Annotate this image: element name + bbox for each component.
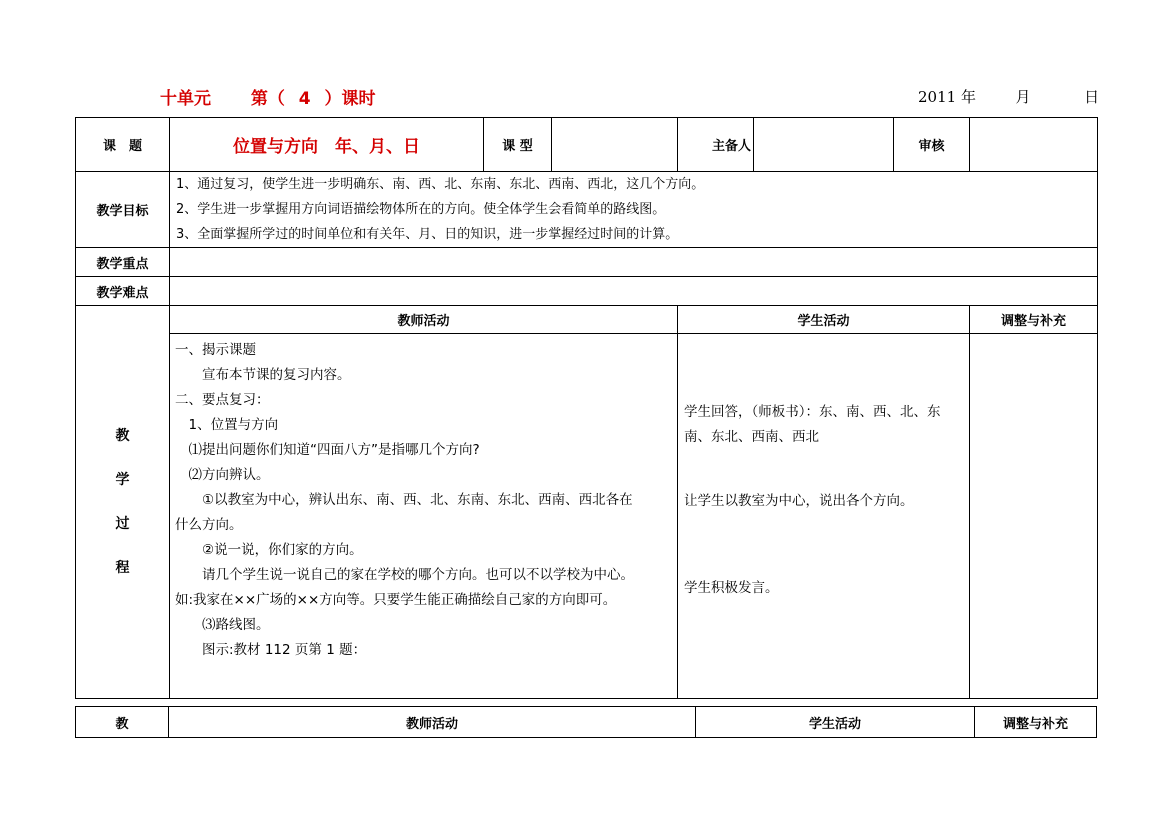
topic-label: 课 题 xyxy=(76,118,170,172)
process-char: 过 xyxy=(115,516,130,532)
teacher-line: ①以教室为中心，辨认出东、南、西、北、东南、东北、西南、西北各在 xyxy=(175,492,633,508)
teacher-activity-header: 教师活动 xyxy=(170,306,678,334)
process-label-continued: 教 xyxy=(76,707,169,738)
student-activity-header-2: 学生活动 xyxy=(696,707,975,738)
teacher-activity-header-2: 教师活动 xyxy=(169,707,696,738)
goals-label: 教学目标 xyxy=(76,172,170,248)
teacher-line: 一、揭示课题 xyxy=(175,342,256,358)
lesson-prefix: 第（ xyxy=(250,89,285,109)
goal-line: 2、学生进一步掌握用方向词语描绘物体所在的方向。使全体学生会看简单的路线图。 xyxy=(176,202,666,217)
day-label: 日 xyxy=(1084,88,1100,106)
teacher-line: 1、位置与方向 xyxy=(175,417,279,433)
review-label: 审核 xyxy=(894,118,970,172)
goals-cell xyxy=(170,172,1098,248)
teacher-line: 如:我家在××广场的××方向等。只要学生能正确描绘自己家的方向即可。 xyxy=(175,592,617,608)
lesson-number: 4 xyxy=(298,89,311,109)
lesson-plan-table xyxy=(75,117,1098,699)
review-value xyxy=(970,118,1098,172)
adjust-content xyxy=(970,334,1098,699)
key-points-label: 教学重点 xyxy=(76,248,170,277)
difficulties-label: 教学难点 xyxy=(76,277,170,306)
teacher-line: 宣布本节课的复习内容。 xyxy=(175,367,351,383)
lesson-header xyxy=(160,84,376,109)
date-header xyxy=(918,86,1099,107)
month-label: 月 xyxy=(1015,88,1031,106)
lesson-suffix: ）课时 xyxy=(324,89,376,109)
year-label: 2011 年 xyxy=(918,88,976,106)
preparer-value xyxy=(754,118,894,172)
teacher-line: 请几个学生说一说自己的家在学校的哪个方向。也可以不以学校为中心。 xyxy=(175,567,634,583)
type-value xyxy=(552,118,678,172)
student-activity-header: 学生活动 xyxy=(678,306,970,334)
teacher-line: 二、要点复习： xyxy=(175,392,270,408)
type-label: 课 型 xyxy=(484,118,552,172)
teacher-line: 图示:教材 112 页第 1 题： xyxy=(175,642,367,658)
student-line: 学生回答，（师板书）：东、南、西、北、东 xyxy=(684,404,941,420)
topic-value: 位置与方向 年、月、日 xyxy=(170,118,484,172)
teacher-line: ⑴提出问题你们知道“四面八方”是指哪几个方向? xyxy=(175,442,480,458)
process-label xyxy=(76,306,170,699)
student-line: 学生积极发言。 xyxy=(684,580,779,596)
process-char: 学 xyxy=(115,472,130,488)
adjust-header: 调整与补充 xyxy=(970,306,1098,334)
adjust-header-2: 调整与补充 xyxy=(975,707,1097,738)
teacher-line: ⑶路线图。 xyxy=(175,617,270,633)
lesson-plan-table-continued xyxy=(75,706,1097,738)
student-activity-content xyxy=(678,334,970,699)
preparer-label: 主备人 xyxy=(678,118,754,172)
goal-line: 1、通过复习，使学生进一步明确东、南、西、北、东南、东北、西南、西北，这几个方向。 xyxy=(176,177,705,192)
teacher-line: ⑵方向辨认。 xyxy=(175,467,270,483)
key-points-value xyxy=(170,248,1098,277)
unit-label: 十单元 xyxy=(160,89,211,109)
student-line: 南、东北、西南、西北 xyxy=(684,429,819,445)
difficulties-value xyxy=(170,277,1098,306)
teacher-line: ②说一说，你们家的方向。 xyxy=(175,542,363,558)
goal-line: 3、全面掌握所学过的时间单位和有关年、月、日的知识，进一步掌握经过时间的计算。 xyxy=(176,227,679,242)
process-char: 程 xyxy=(115,560,130,576)
process-char: 教 xyxy=(115,428,130,444)
student-line: 让学生以教室为中心，说出各个方向。 xyxy=(684,493,914,509)
teacher-activity-content xyxy=(170,334,678,699)
teacher-line: 什么方向。 xyxy=(175,517,243,533)
